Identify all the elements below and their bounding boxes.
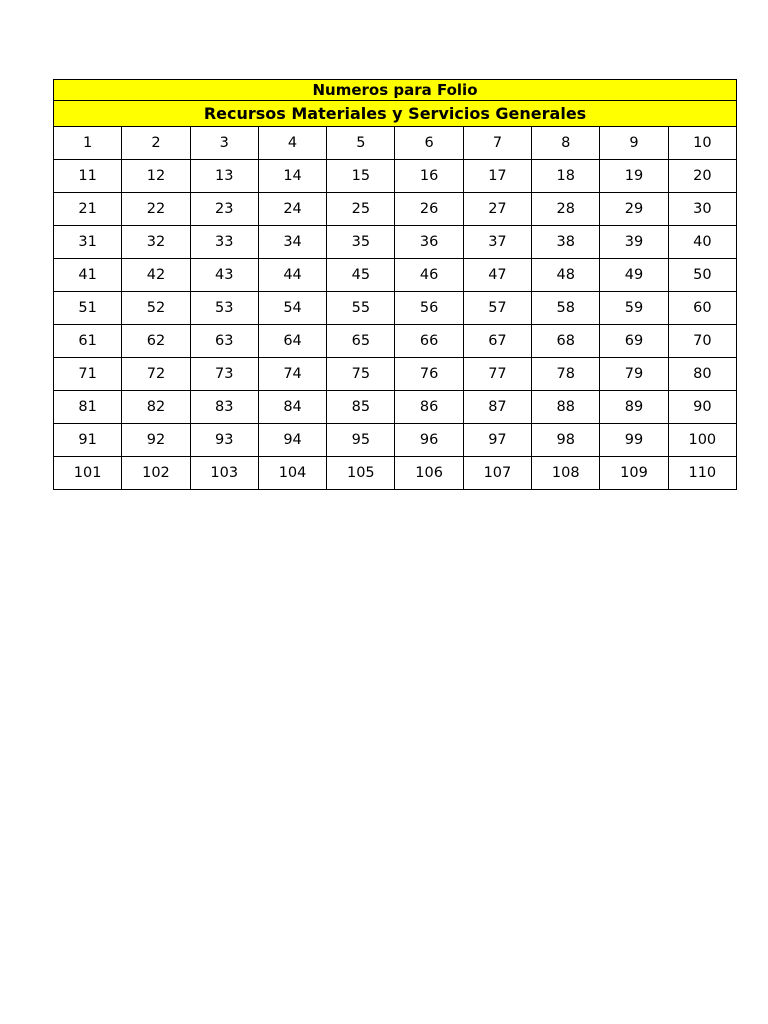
folio-number-cell: 7 [463,127,531,160]
folio-number-cell: 104 [258,457,326,490]
table-row [54,127,737,160]
table-row [54,325,737,358]
folio-number-cell: 39 [600,226,668,259]
folio-number-cell: 45 [327,259,395,292]
folio-number-cell: 18 [532,160,600,193]
folio-number-cell: 34 [258,226,326,259]
folio-table-body [54,80,737,490]
folio-number-cell: 100 [668,424,736,457]
folio-number-cell: 9 [600,127,668,160]
table-row [54,424,737,457]
folio-number-cell: 98 [532,424,600,457]
folio-number-cell: 22 [122,193,190,226]
folio-number-cell: 37 [463,226,531,259]
folio-number-cell: 27 [463,193,531,226]
folio-number-cell: 13 [190,160,258,193]
folio-number-cell: 52 [122,292,190,325]
folio-number-cell: 86 [395,391,463,424]
folio-number-cell: 101 [54,457,122,490]
folio-number-cell: 50 [668,259,736,292]
table-subtitle: Recursos Materiales y Servicios Generales [54,101,737,127]
folio-number-cell: 55 [327,292,395,325]
folio-number-cell: 73 [190,358,258,391]
folio-number-cell: 70 [668,325,736,358]
folio-number-cell: 1 [54,127,122,160]
folio-number-cell: 65 [327,325,395,358]
folio-number-cell: 10 [668,127,736,160]
folio-number-cell: 35 [327,226,395,259]
folio-number-cell: 105 [327,457,395,490]
folio-number-cell: 23 [190,193,258,226]
folio-number-cell: 46 [395,259,463,292]
table-row [54,226,737,259]
folio-number-cell: 19 [600,160,668,193]
folio-number-cell: 38 [532,226,600,259]
title-row [54,80,737,101]
folio-number-cell: 47 [463,259,531,292]
folio-number-cell: 103 [190,457,258,490]
folio-number-cell: 4 [258,127,326,160]
folio-number-cell: 99 [600,424,668,457]
folio-number-cell: 40 [668,226,736,259]
folio-number-cell: 3 [190,127,258,160]
folio-number-cell: 110 [668,457,736,490]
folio-number-cell: 80 [668,358,736,391]
folio-number-cell: 89 [600,391,668,424]
folio-number-cell: 85 [327,391,395,424]
subtitle-row [54,101,737,127]
folio-number-cell: 17 [463,160,531,193]
folio-number-cell: 25 [327,193,395,226]
folio-number-cell: 62 [122,325,190,358]
folio-number-cell: 51 [54,292,122,325]
folio-number-cell: 29 [600,193,668,226]
table-row [54,358,737,391]
folio-number-cell: 97 [463,424,531,457]
folio-number-cell: 91 [54,424,122,457]
folio-number-cell: 41 [54,259,122,292]
folio-number-cell: 24 [258,193,326,226]
folio-number-cell: 95 [327,424,395,457]
folio-number-cell: 26 [395,193,463,226]
table-row [54,193,737,226]
folio-number-cell: 87 [463,391,531,424]
folio-number-cell: 16 [395,160,463,193]
folio-number-cell: 30 [668,193,736,226]
folio-number-cell: 15 [327,160,395,193]
folio-number-cell: 57 [463,292,531,325]
folio-number-cell: 5 [327,127,395,160]
folio-number-cell: 11 [54,160,122,193]
folio-number-cell: 67 [463,325,531,358]
folio-number-cell: 59 [600,292,668,325]
folio-number-cell: 28 [532,193,600,226]
table-row [54,259,737,292]
folio-number-cell: 48 [532,259,600,292]
folio-number-cell: 68 [532,325,600,358]
folio-number-cell: 61 [54,325,122,358]
folio-number-cell: 44 [258,259,326,292]
folio-number-cell: 56 [395,292,463,325]
folio-number-cell: 83 [190,391,258,424]
folio-number-cell: 93 [190,424,258,457]
folio-number-cell: 2 [122,127,190,160]
folio-number-cell: 77 [463,358,531,391]
folio-number-cell: 92 [122,424,190,457]
folio-number-cell: 90 [668,391,736,424]
folio-number-cell: 74 [258,358,326,391]
folio-number-cell: 72 [122,358,190,391]
folio-number-cell: 6 [395,127,463,160]
folio-number-cell: 31 [54,226,122,259]
table-row [54,160,737,193]
folio-number-cell: 94 [258,424,326,457]
folio-number-cell: 79 [600,358,668,391]
folio-number-cell: 81 [54,391,122,424]
folio-number-cell: 43 [190,259,258,292]
folio-number-cell: 21 [54,193,122,226]
folio-number-cell: 69 [600,325,668,358]
folio-number-table [53,79,737,490]
folio-number-cell: 76 [395,358,463,391]
table-title: Numeros para Folio [54,80,737,101]
folio-number-cell: 49 [600,259,668,292]
folio-number-cell: 60 [668,292,736,325]
folio-number-cell: 63 [190,325,258,358]
folio-number-cell: 107 [463,457,531,490]
folio-number-cell: 96 [395,424,463,457]
folio-number-cell: 102 [122,457,190,490]
folio-number-cell: 14 [258,160,326,193]
folio-number-cell: 33 [190,226,258,259]
folio-number-cell: 42 [122,259,190,292]
table-row [54,457,737,490]
folio-number-cell: 36 [395,226,463,259]
folio-number-cell: 88 [532,391,600,424]
table-row [54,292,737,325]
folio-number-cell: 64 [258,325,326,358]
folio-number-cell: 58 [532,292,600,325]
folio-number-cell: 75 [327,358,395,391]
folio-number-cell: 78 [532,358,600,391]
folio-number-cell: 66 [395,325,463,358]
folio-number-cell: 71 [54,358,122,391]
folio-number-cell: 109 [600,457,668,490]
table-row [54,391,737,424]
folio-number-cell: 53 [190,292,258,325]
folio-number-cell: 82 [122,391,190,424]
folio-number-cell: 54 [258,292,326,325]
folio-number-cell: 20 [668,160,736,193]
folio-number-cell: 12 [122,160,190,193]
folio-number-cell: 32 [122,226,190,259]
folio-number-cell: 108 [532,457,600,490]
folio-number-cell: 8 [532,127,600,160]
folio-number-cell: 84 [258,391,326,424]
folio-number-cell: 106 [395,457,463,490]
